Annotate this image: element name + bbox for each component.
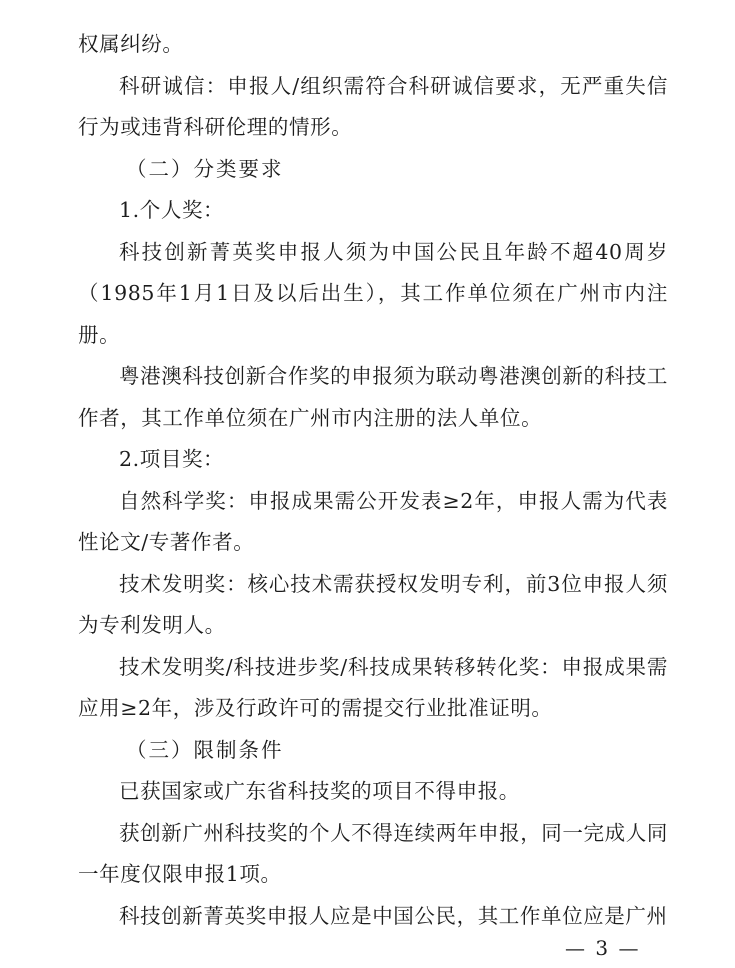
paragraph-elite-applicant-requirement: 科技创新菁英奖申报人应是中国公民，其工作单位应是广州 (119, 903, 668, 928)
paragraph-research-integrity: 科研诚信：申报人/组织需符合科研诚信要求，无严重失信行为或违背科研伦理的情形。 (78, 73, 668, 139)
paragraph-technical-invention-award: 技术发明奖：核心技术需获授权发明专利，前3位申报人须为专利发明人。 (78, 571, 668, 637)
document-body (78, 24, 668, 937)
page-number: — 3 — (565, 936, 641, 960)
section-heading-restrictions: （三）限制条件 (126, 737, 284, 762)
paragraph-consecutive-year-limit: 获创新广州科技奖的个人不得连续两年申报，同一完成人同一年度仅限申报1项。 (78, 820, 668, 886)
paragraph-elite-award: 科技创新菁英奖申报人须为中国公民且年龄不超40周岁（1985年1月1日及以后出生），其工作单位须在广州市内注册。 (78, 239, 668, 347)
paragraph-ownership-dispute-end: 权属纠纷。 (78, 32, 184, 56)
paragraph-natural-science-award: 自然科学奖：申报成果需公开发表≥2年，申报人需为代表性论文/专著作者。 (78, 488, 668, 554)
paragraph-application-requirements: 技术发明奖/科技进步奖/科技成果转移转化奖：申报成果需应用≥2年，涉及行政许可的需提交行业批准证明。 (78, 654, 668, 720)
paragraph-national-award-exclusion: 已获国家或广东省科技奖的项目不得申报。 (119, 779, 520, 803)
subheading-project-award: 2.项目奖： (119, 447, 225, 471)
subheading-individual-award: 1.个人奖： (119, 198, 225, 222)
section-heading-classification: （二）分类要求 (126, 156, 284, 181)
paragraph-gba-cooperation-award: 粤港澳科技创新合作奖的申报须为联动粤港澳创新的科技工作者，其工作单位须在广州市内注册的法人单位。 (78, 364, 668, 430)
